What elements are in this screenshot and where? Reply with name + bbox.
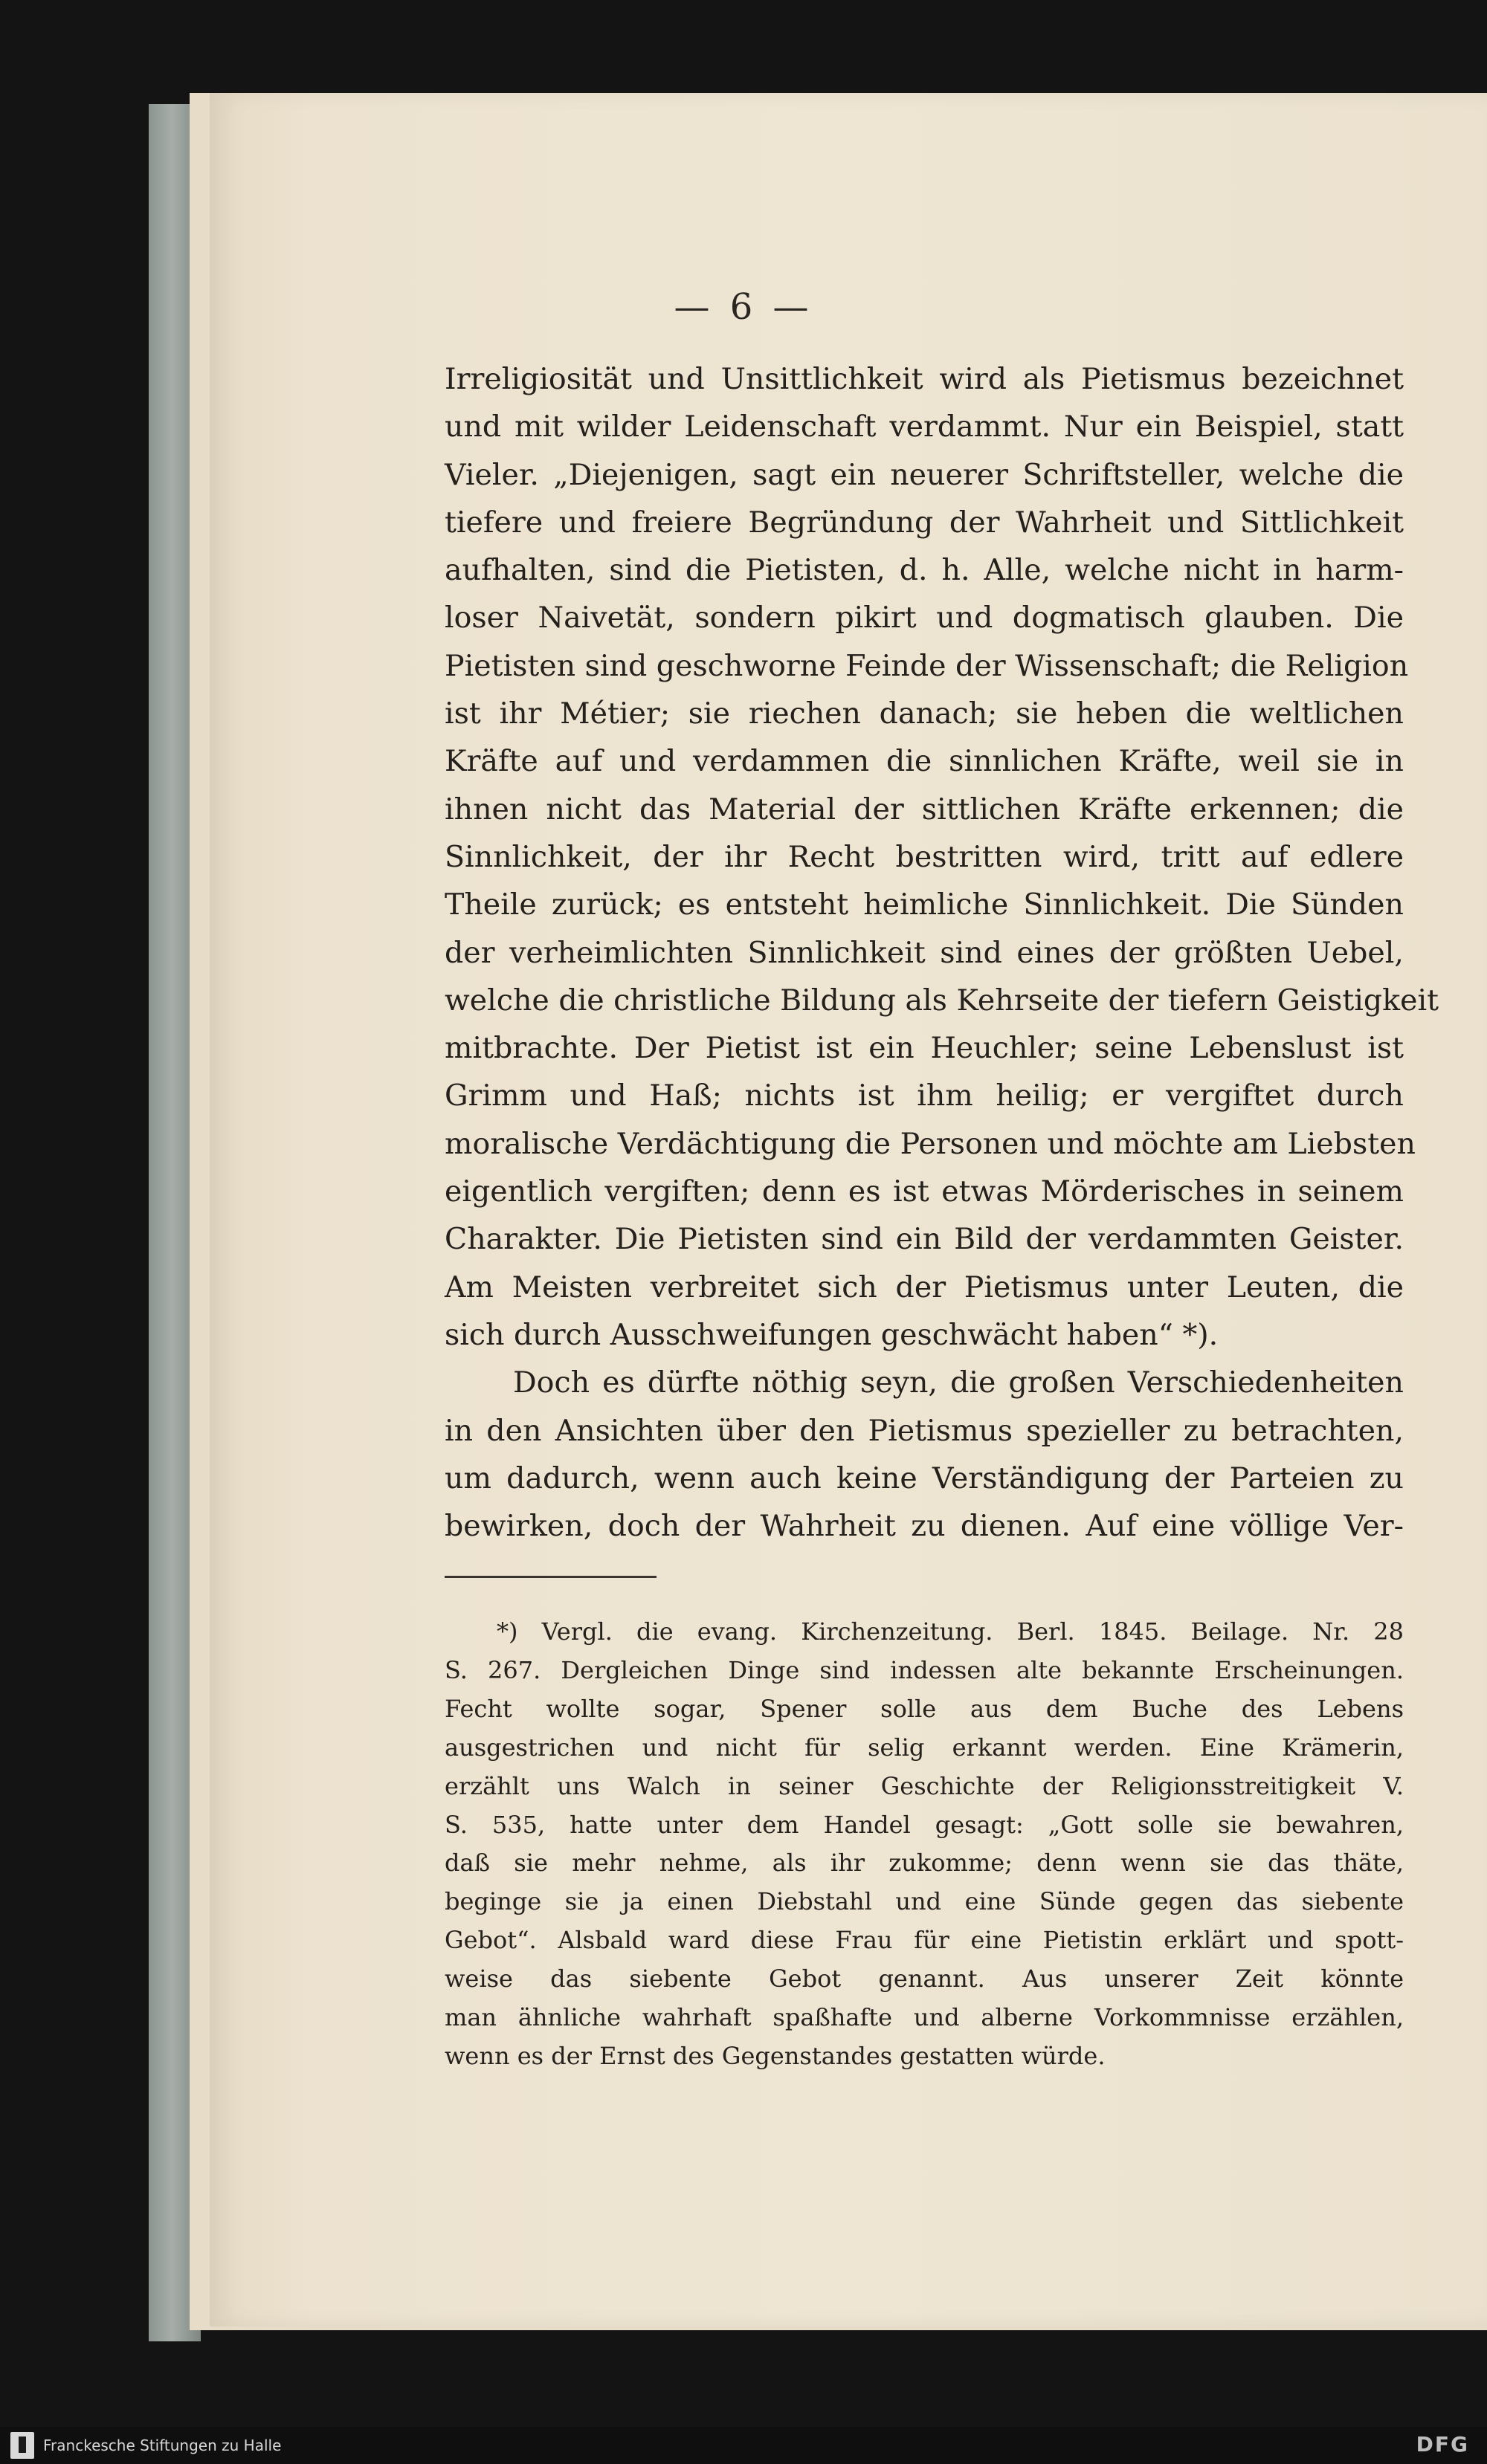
footnote-line: S. 267. Dergleichen Dinge sind indessen alte bekannte Erscheinungen. — [445, 1655, 1404, 1684]
text-line: moralische Verdächtigung die Personen und möchte am Liebsten — [445, 1126, 1416, 1161]
text-line: welche die christliche Bildung als Kehrseite der tiefern Geistigkeit — [445, 983, 1439, 1018]
text-line: ihnen nicht das Material der sittlichen Kräfte erkennen; die — [445, 792, 1404, 827]
page-number: — 6 — — [674, 286, 813, 328]
text-line: aufhalten, sind die Pietisten, d. h. Alle, welche nicht in harm- — [445, 553, 1404, 588]
footnote-line: weise das siebente Gebot genannt. Aus unserer Zeit könnte — [445, 1965, 1404, 1993]
text-line: Am Meisten verbreitet sich der Pietismus unter Leuten, die — [445, 1270, 1404, 1304]
text-line: Pietisten sind geschworne Feinde der Wissenschaft; die Religion — [445, 648, 1409, 683]
text-line: sich durch Ausschweifungen geschwächt haben“ *). — [445, 1317, 1219, 1352]
text-line: der verheimlichten Sinnlichkeit sind eines der größten Uebel, — [445, 935, 1404, 970]
footnote-line: *) Vergl. die evang. Kirchenzeitung. Berl. 1845. Beilage. Nr. 28 — [497, 1617, 1404, 1646]
dfg-logo: DFG — [1416, 2432, 1469, 2457]
text-line: tiefere und freiere Begründung der Wahrheit und Sittlichkeit — [445, 505, 1404, 540]
text-line: Vieler. „Diejenigen, sagt ein neuerer Schriftsteller, welche die — [445, 457, 1404, 492]
footnote-line: S. 535, hatte unter dem Handel gesagt: „Gott solle sie bewahren, — [445, 1810, 1404, 1839]
footnote-line: daß sie mehr nehme, als ihr zukomme; denn wenn sie das thäte, — [445, 1849, 1404, 1878]
footnote-line: Fecht wollte sogar, Spener solle aus dem Buche des Lebens — [445, 1694, 1404, 1723]
footnote-line: ausgestrichen und nicht für selig erkannt werden. Eine Krämerin, — [445, 1733, 1404, 1762]
footnote-line: wenn es der Ernst des Gegenstandes gestatten würde. — [445, 2041, 1106, 2070]
text-line: Irreligiosität und Unsittlichkeit wird als Pietismus bezeichnet — [445, 362, 1404, 396]
footnote-line: erzählt uns Walch in seiner Geschichte der Religionsstreitigkeit V. — [445, 1771, 1404, 1800]
footnote-text — [445, 1613, 1404, 2076]
text-line: in den Ansichten über den Pietismus spezieller zu betrachten, — [445, 1413, 1404, 1448]
text-line: Theile zurück; es entsteht heimliche Sinnlichkeit. Die Sünden — [445, 887, 1404, 922]
text-line: Doch es dürfte nöthig seyn, die großen Verschiedenheiten — [513, 1365, 1404, 1400]
main-text — [445, 355, 1439, 1550]
footnote-divider — [445, 1576, 657, 1578]
text-line: Kräfte auf und verdammen die sinnlichen Kräfte, weil sie in — [445, 744, 1404, 779]
footnote-line: Gebot“. Alsbald ward diese Frau für eine Pietistin erklärt und spott- — [445, 1926, 1404, 1955]
text-line: eigentlich vergiften; denn es ist etwas Mörderisches in seinem — [445, 1174, 1404, 1209]
text-line: bewirken, doch der Wahrheit zu dienen. Auf eine völlige Ver- — [445, 1509, 1404, 1544]
text-line: ist ihr Métier; sie riechen danach; sie heben die weltlichen — [445, 696, 1404, 731]
text-line: und mit wilder Leidenschaft verdammt. Nur ein Beispiel, statt — [445, 410, 1404, 444]
footnote-line: man ähnliche wahrhaft spaßhafte und alberne Vorkommnisse erzählen, — [445, 2003, 1404, 2032]
institution-logo-icon — [10, 2432, 34, 2459]
text-line: Grimm und Haß; nichts ist ihm heilig; er vergiftet durch — [445, 1079, 1404, 1113]
text-line: Charakter. Die Pietisten sind ein Bild der verdammten Geister. — [445, 1222, 1404, 1257]
text-line: loser Naivetät, sondern pikirt und dogmatisch glauben. Die — [445, 601, 1404, 636]
text-line: mitbrachte. Der Pietist ist ein Heuchler; seine Lebenslust ist — [445, 1031, 1404, 1066]
footnote-line: beginge sie ja einen Diebstahl und eine Sünde gegen das siebente — [445, 1887, 1404, 1916]
institution-label: Franckesche Stiftungen zu Halle — [43, 2436, 282, 2454]
text-line: Sinnlichkeit, der ihr Recht bestritten wird, tritt auf edlere — [445, 839, 1404, 874]
text-line: um dadurch, wenn auch keine Verständigung der Parteien zu — [445, 1461, 1404, 1495]
